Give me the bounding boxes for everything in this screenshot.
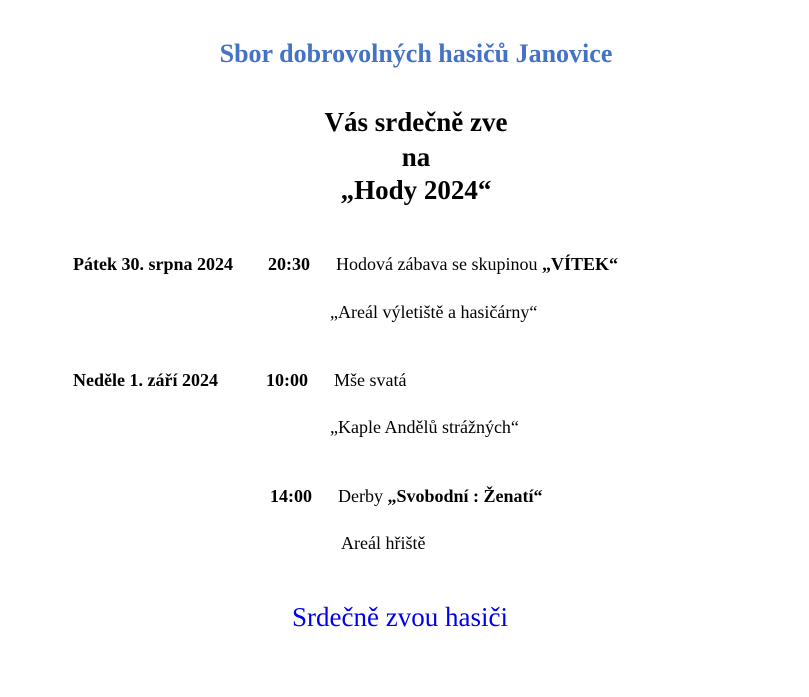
event-day-sunday: Neděle 1. září 2024 [73, 370, 218, 390]
invitation-line-1: Vás srdečně zve [324, 107, 508, 137]
event-description-text: Hodová zábava se skupinou [336, 254, 542, 274]
event-description-text: Derby [338, 486, 388, 506]
event-time: 14:00 [270, 486, 312, 506]
band-name: „VÍTEK“ [541, 254, 618, 274]
event-title: „Hody 2024“ [340, 175, 492, 205]
event-place: „Areál výletiště a hasičárny“ [330, 302, 538, 322]
event-time: 10:00 [266, 370, 308, 390]
event-place: Areál hřiště [341, 533, 426, 553]
closing-line: Srdečně zvou hasiči [292, 602, 508, 632]
event-description-text: Mše svatá [334, 370, 407, 390]
event-description [334, 370, 406, 391]
event-description [336, 254, 618, 275]
organizer-heading: Sbor dobrovolných hasičů Janovice [219, 39, 613, 68]
event-place: „Kaple Andělů strážných“ [330, 417, 519, 437]
match-name: „Svobodní : Ženatí“ [387, 486, 543, 506]
event-time: 20:30 [268, 254, 310, 274]
invitation-line-2: na [401, 142, 431, 172]
event-day-friday: Pátek 30. srpna 2024 [73, 254, 234, 274]
event-description [338, 486, 543, 507]
